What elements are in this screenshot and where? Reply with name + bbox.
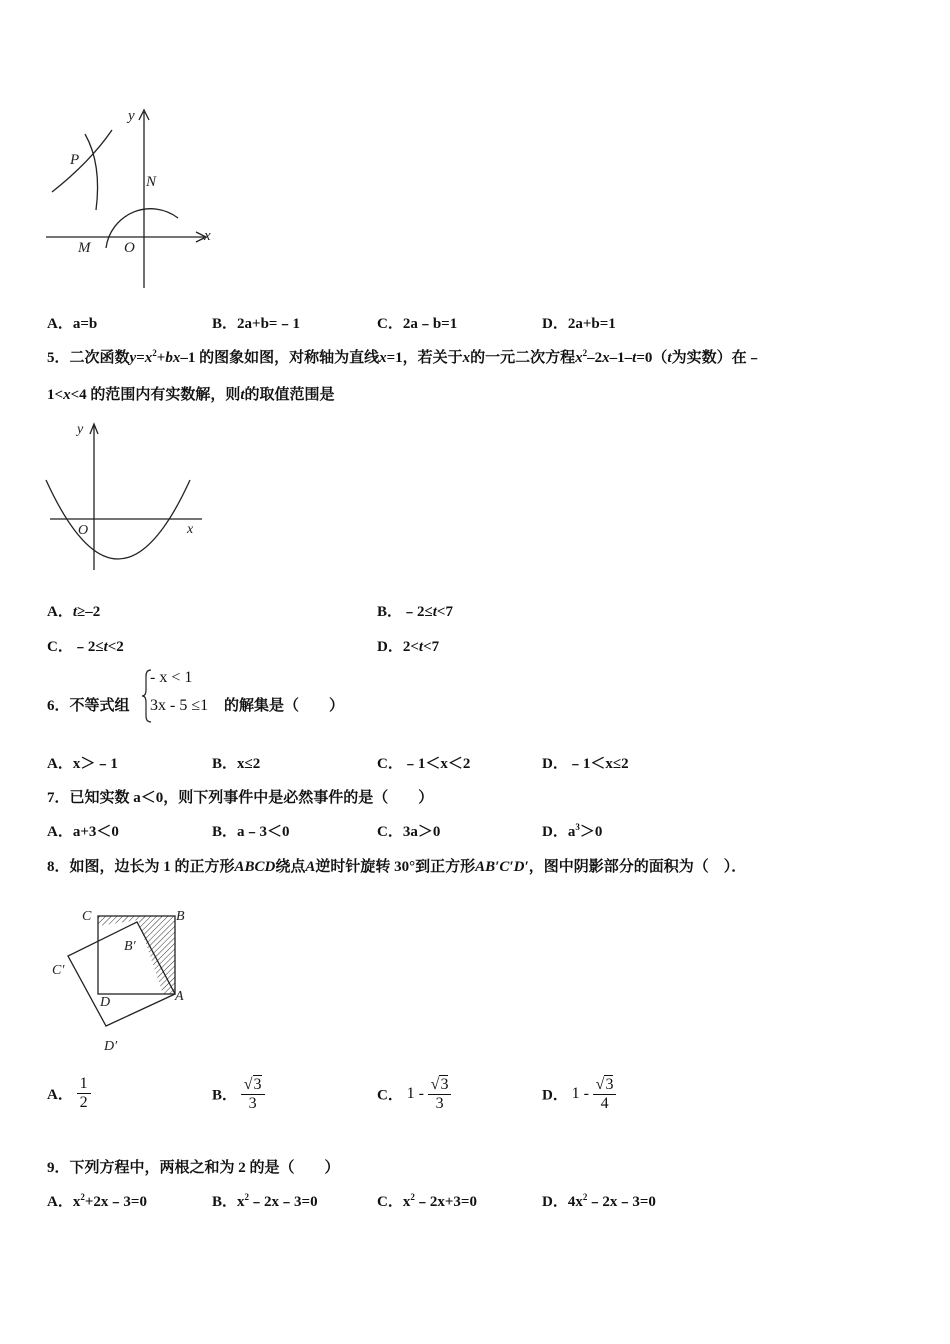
- circle-arc-mn: [106, 209, 178, 248]
- q9-option-d[interactable]: D．$4x^2﹣2x﹣3=0$: [542, 1192, 656, 1210]
- q5-option-d[interactable]: D．2<t<7: [377, 639, 440, 655]
- fig3-label-d: D: [100, 995, 111, 1010]
- q9-option-c[interactable]: C．$x^2﹣2x+3=0$: [377, 1192, 477, 1210]
- q6-option-d[interactable]: D．﹣1＜x≤2: [542, 756, 629, 772]
- q4-option-c[interactable]: C．2a﹣b=1: [377, 316, 458, 332]
- q9-question: 9．下列方程中，两根之和为 2 的是（ ）: [47, 1160, 340, 1176]
- figure-2-parabola: [40, 418, 210, 583]
- fig3-label-a: A: [175, 989, 184, 1004]
- q6-inequality-2: 3x - 5 ≤1: [150, 697, 209, 714]
- fig2-o-label: O: [78, 523, 89, 538]
- fig3-label-c: C: [82, 909, 92, 924]
- q4-option-d[interactable]: D．2a+b=1: [542, 316, 616, 332]
- fig1-p-label: P: [70, 152, 80, 168]
- q7-option-d[interactable]: D．$a^3>0$: [542, 822, 603, 840]
- fig2-y-label: y: [77, 422, 84, 437]
- figure-3-rotated-squares: [48, 900, 208, 1060]
- q9-option-b[interactable]: B．$x^2﹣2x﹣3=0$: [212, 1192, 318, 1210]
- q5-option-a[interactable]: A．t≥–2: [47, 604, 101, 620]
- q6-prefix: 6．不等式组: [47, 698, 130, 714]
- q8-question: 8．如图，边长为 1 的正方形ABCD绕点A逆时针旋转 30°到正方形AB′C′D′，图中阴影部分的面积为（ ）．: [47, 859, 747, 875]
- q4-option-a[interactable]: A．a=b: [47, 316, 98, 332]
- q4-option-b[interactable]: B．2a+b=﹣1: [212, 316, 300, 332]
- q7-question: 7．已知实数 a＜0，则下列事件中是必然事件的是（ ）: [47, 790, 434, 806]
- q7-option-a[interactable]: A．a+3＜0: [47, 824, 119, 840]
- fig1-x-label: x: [204, 228, 211, 244]
- q7-option-b[interactable]: B．a﹣3＜0: [212, 824, 290, 840]
- fig3-label-b: B: [176, 909, 185, 924]
- arc-p-right: [85, 134, 98, 210]
- q8-option-d[interactable]: D． 1 - $\frac{√3}{4}$: [542, 1075, 616, 1113]
- q8-option-b[interactable]: B． $\frac{√3}{3}$: [212, 1075, 265, 1113]
- fig3-label-d-prime: D′: [104, 1039, 118, 1054]
- q5-option-b[interactable]: B．﹣2≤t<7: [377, 604, 453, 620]
- q5-line-2: 1<x<4 的范围内有实数解，则t的取值范围是: [47, 387, 335, 403]
- fig1-y-label: y: [128, 108, 135, 124]
- fig2-x-label: x: [187, 522, 194, 537]
- q5-option-c[interactable]: C．﹣2≤t<2: [47, 639, 124, 655]
- q9-option-a[interactable]: A．$x^2+2x﹣3=0$: [47, 1192, 147, 1210]
- fig3-label-b-prime: B′: [124, 939, 136, 954]
- shaded-region: [98, 916, 175, 994]
- q8-option-c[interactable]: C． 1 - $\frac{√3}{3}$: [377, 1075, 451, 1113]
- fig1-n-label: N: [146, 174, 157, 190]
- q7-option-c[interactable]: C．3a＞0: [377, 824, 441, 840]
- q6-option-b[interactable]: B．x≤2: [212, 756, 261, 772]
- fig1-o-label: O: [124, 240, 135, 256]
- q6-suffix: 的解集是（ ）: [224, 698, 345, 714]
- figure-1-axes-arcs: [40, 100, 230, 295]
- q5-line-1: 5．二次函数$y=x^2+bx-1$ 的图象如图，对称轴为直线x=1，若关于x的一元二次方程$x^2-2x-1-t=0(t$为实数）在﹣: [47, 348, 762, 366]
- q6-inequality-1: - x < 1: [150, 669, 193, 686]
- arc-p-left: [52, 130, 112, 192]
- q6-option-c[interactable]: C．﹣1＜x＜2: [377, 756, 471, 772]
- q6-option-a[interactable]: A．x＞﹣1: [47, 756, 118, 772]
- q8-option-a[interactable]: A． $\frac{1}{2}$: [47, 1075, 91, 1112]
- fig3-label-c-prime: C′: [52, 963, 65, 978]
- fig1-m-label: M: [78, 240, 91, 256]
